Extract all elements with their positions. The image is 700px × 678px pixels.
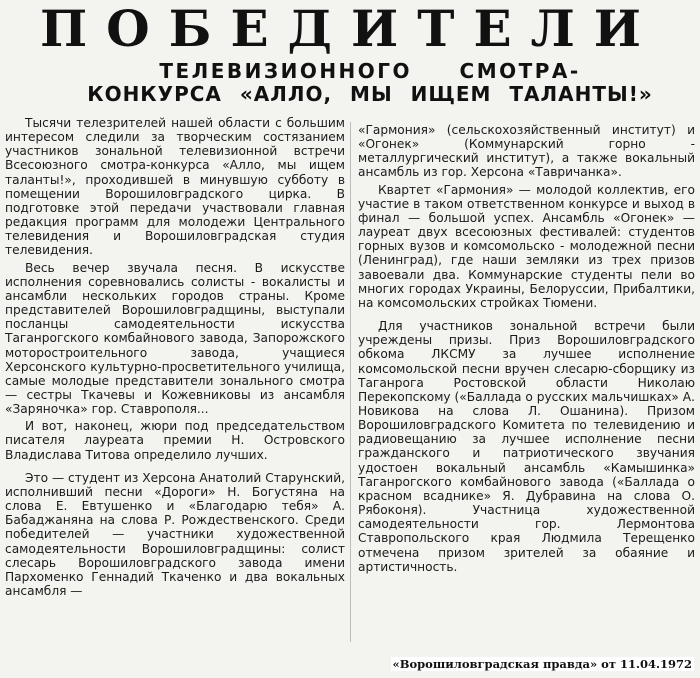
article-paragraph: «Гармония» (сельскохозяйственный институт) и «Огонек» (Коммунарский горно - металлургический институт), а также вокальный ансамбль из гор. Херсона «Тавричанка». (358, 123, 695, 180)
article-right-column (358, 123, 695, 577)
article-paragraph: Для участников зональной встречи были учреждены призы. Приз Ворошиловградского обкома ЛКСМУ за лучшее исполнение комсомольской песни вручен слесарю-сборщику из Таганрога Ростовской области Николаю Перекопскому («Баллада о русских мальчишках» А. Новикова на слова Л. Ошанина). Призом Ворошиловградского Комитета по телевидению и радиовещанию за лучшее исполнение песни гражданского и патриотического звучания удостоен вокальный ансамбль «Камышинка» Таганрогского комбайнового завода («Баллада о красном всаднике» Я. Дубравина на слова О. Рябоконя). Участница художественной самодеятельности гор. Лермонтова Ставропольского края Людмила Терещенко отмечена призом зрителей за обаяние и артистичность. (358, 319, 695, 574)
article-left-column (5, 116, 345, 601)
source-caption: «Ворошиловградская правда» от 11.04.1972 (392, 657, 692, 671)
article-paragraph: Весь вечер звучала песня. В искусстве исполнения соревновались солисты - вокалисты и ансамбли нескольких городов страны. Кроме представителей Ворошиловградщины, выступали посланцы самодеятельности искусства Таганрогского комбайнового завода, Запорожского моторостроительного завода, учащиеся Херсонского культурно-просветительного училища, самые молодые представители зонального смотра — сестры Ткачевы и Кожевниковы из ансамбля «Заряночка» гор. Ставрополя... (5, 260, 345, 417)
article-paragraph: Тысячи телезрителей нашей области с большим интересом следили за творческим состязанием участников зональной телевизионной встречи Всесоюзного смотра-конкурса «Алло, мы ищем таланты!», проходившей в минувшую субботу в помещении Ворошиловградского цирка. В подготовке этой передачи участвовали главная редакция программ для молодежи Центрального телевидения и Ворошиловградская студия телевидения. (5, 116, 345, 258)
article-paragraph: Квартет «Гармония» — молодой коллектив, его участие в таком ответственном конкурсе и выход в финал — большой успех. Ансамбль «Огонек» — лауреат двух всесоюзных фестивалей: студентов горных вузов и комсомольско - молодежной песни (Ленинград), где наши земляки из трех призов завоевали два. Коммунарские студенты пели во многих городах Украины, Белоруссии, Прибалтики, на комсомольских стройках Тюмени. (358, 182, 695, 310)
headline-subtitle-line-1: ТЕЛЕВИЗИОННОГО СМОТРА- (159, 59, 581, 83)
headline-subtitle-line-2: КОНКУРСА «АЛЛО, МЫ ИЩЕМ ТАЛАНТЫ!» (87, 82, 653, 106)
article-paragraph: Это — студент из Херсона Анатолий Старунский, исполнивший песни «Дороги» Н. Богустяна на слова Е. Евтушенко и «Благодарю тебя» А. Бабаджаняна на слова Р. Рождественского. Среди победителей — участники художественной самодеятельности Ворошиловградщины: солист слесарь Ворошиловградского завода имени Пархоменко Геннадий Ткаченко и два вокальных ансамбля — (5, 470, 345, 598)
headline-title: ПОБЕДИТЕЛИ (39, 0, 661, 58)
article-paragraph: И вот, наконец, жюри под председательством писателя лауреата премии Н. Островского Владислава Титова определило лучших. (5, 419, 345, 462)
column-divider (350, 122, 351, 642)
